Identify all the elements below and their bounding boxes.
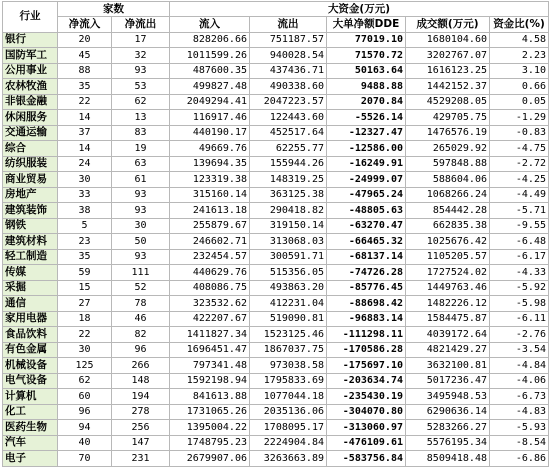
ratio-cell: -4.83 <box>490 404 549 420</box>
outflow-cell: 1795833.69 <box>250 373 327 389</box>
inflow-cell: 255879.67 <box>170 218 250 234</box>
net-in-cell: 37 <box>58 125 112 141</box>
ratio-cell: -6.48 <box>490 234 549 250</box>
inflow-cell: 1731065.26 <box>170 404 250 420</box>
net-out-cell: 194 <box>112 389 170 405</box>
table-row <box>3 451 549 467</box>
net-in-cell: 96 <box>58 404 112 420</box>
table-row <box>3 280 549 296</box>
dde-cell: 50163.64 <box>327 63 406 79</box>
net-out-cell: 82 <box>112 327 170 343</box>
net-out-cell: 32 <box>112 48 170 64</box>
dde-cell: -304070.80 <box>327 404 406 420</box>
volume-cell: 1727524.02 <box>406 265 490 281</box>
net-in-cell: 38 <box>58 203 112 219</box>
dde-cell: -24999.07 <box>327 172 406 188</box>
industry-cell: 商业贸易 <box>3 172 58 188</box>
ratio-cell: -5.71 <box>490 203 549 219</box>
table-row <box>3 187 549 203</box>
dde-cell: -96883.14 <box>327 311 406 327</box>
header-net-in: 净流入 <box>58 17 112 33</box>
net-in-cell: 40 <box>58 435 112 451</box>
table-row <box>3 125 549 141</box>
volume-cell: 8509418.48 <box>406 451 490 467</box>
net-out-cell: 278 <box>112 404 170 420</box>
inflow-cell: 408086.75 <box>170 280 250 296</box>
ratio-cell: -8.54 <box>490 435 549 451</box>
dde-cell: -48805.63 <box>327 203 406 219</box>
header-group-money: 大资金(万元) <box>170 2 549 17</box>
net-in-cell: 14 <box>58 141 112 157</box>
inflow-cell: 841613.88 <box>170 389 250 405</box>
table-row <box>3 311 549 327</box>
net-in-cell: 30 <box>58 342 112 358</box>
table-row <box>3 218 549 234</box>
volume-cell: 5283266.27 <box>406 420 490 436</box>
ratio-cell: -4.75 <box>490 141 549 157</box>
volume-cell: 1584475.87 <box>406 311 490 327</box>
outflow-cell: 363125.38 <box>250 187 327 203</box>
outflow-cell: 2035136.06 <box>250 404 327 420</box>
dde-cell: -583756.84 <box>327 451 406 467</box>
net-out-cell: 30 <box>112 218 170 234</box>
volume-cell: 1476576.19 <box>406 125 490 141</box>
outflow-cell: 148319.25 <box>250 172 327 188</box>
industry-cell: 有色金属 <box>3 342 58 358</box>
net-in-cell: 15 <box>58 280 112 296</box>
net-in-cell: 62 <box>58 373 112 389</box>
table-row <box>3 94 549 110</box>
volume-cell: 662835.38 <box>406 218 490 234</box>
table-row <box>3 48 549 64</box>
dde-cell: -47965.24 <box>327 187 406 203</box>
net-in-cell: 5 <box>58 218 112 234</box>
outflow-cell: 1867037.75 <box>250 342 327 358</box>
net-out-cell: 53 <box>112 79 170 95</box>
net-in-cell: 22 <box>58 94 112 110</box>
industry-cell: 机械设备 <box>3 358 58 374</box>
volume-cell: 5576195.34 <box>406 435 490 451</box>
net-in-cell: 35 <box>58 79 112 95</box>
net-in-cell: 35 <box>58 249 112 265</box>
industry-cell: 电子 <box>3 451 58 467</box>
industry-cell: 休闲服务 <box>3 110 58 126</box>
outflow-cell: 452517.64 <box>250 125 327 141</box>
table-row <box>3 32 549 48</box>
outflow-cell: 319150.14 <box>250 218 327 234</box>
volume-cell: 6290636.14 <box>406 404 490 420</box>
volume-cell: 1025676.42 <box>406 234 490 250</box>
table-row <box>3 373 549 389</box>
net-out-cell: 63 <box>112 156 170 172</box>
outflow-cell: 313068.03 <box>250 234 327 250</box>
inflow-cell: 2049294.41 <box>170 94 250 110</box>
inflow-cell: 828206.66 <box>170 32 250 48</box>
inflow-cell: 440190.17 <box>170 125 250 141</box>
inflow-cell: 1395004.22 <box>170 420 250 436</box>
volume-cell: 1068266.24 <box>406 187 490 203</box>
industry-cell: 纺织服装 <box>3 156 58 172</box>
outflow-cell: 515356.05 <box>250 265 327 281</box>
dde-cell: -12327.47 <box>327 125 406 141</box>
table-row <box>3 141 549 157</box>
net-in-cell: 20 <box>58 32 112 48</box>
inflow-cell: 1011599.26 <box>170 48 250 64</box>
outflow-cell: 493863.20 <box>250 280 327 296</box>
volume-cell: 1616123.25 <box>406 63 490 79</box>
industry-cell: 钢铁 <box>3 218 58 234</box>
volume-cell: 4039172.64 <box>406 327 490 343</box>
industry-cell: 房地产 <box>3 187 58 203</box>
header-dde: 大单净额DDE <box>327 17 406 33</box>
outflow-cell: 155944.26 <box>250 156 327 172</box>
dde-cell: 71570.72 <box>327 48 406 64</box>
net-out-cell: 93 <box>112 249 170 265</box>
inflow-cell: 315160.14 <box>170 187 250 203</box>
net-out-cell: 83 <box>112 125 170 141</box>
ratio-cell: -6.11 <box>490 311 549 327</box>
inflow-cell: 246602.71 <box>170 234 250 250</box>
net-out-cell: 96 <box>112 342 170 358</box>
net-out-cell: 266 <box>112 358 170 374</box>
ratio-cell: 2.23 <box>490 48 549 64</box>
outflow-cell: 973038.58 <box>250 358 327 374</box>
outflow-cell: 3263663.89 <box>250 451 327 467</box>
volume-cell: 1105205.57 <box>406 249 490 265</box>
volume-cell: 265029.92 <box>406 141 490 157</box>
header-net-out: 净流出 <box>112 17 170 33</box>
industry-cell: 银行 <box>3 32 58 48</box>
ratio-cell: -0.83 <box>490 125 549 141</box>
volume-cell: 3632100.81 <box>406 358 490 374</box>
net-in-cell: 45 <box>58 48 112 64</box>
net-in-cell: 14 <box>58 110 112 126</box>
dde-cell: -66465.32 <box>327 234 406 250</box>
outflow-cell: 62255.77 <box>250 141 327 157</box>
ratio-cell: -4.49 <box>490 187 549 203</box>
ratio-cell: 0.66 <box>490 79 549 95</box>
outflow-cell: 940028.54 <box>250 48 327 64</box>
outflow-cell: 2047223.57 <box>250 94 327 110</box>
inflow-cell: 1592198.94 <box>170 373 250 389</box>
ratio-cell: -5.98 <box>490 296 549 312</box>
inflow-cell: 2679907.06 <box>170 451 250 467</box>
net-out-cell: 93 <box>112 63 170 79</box>
net-in-cell: 22 <box>58 327 112 343</box>
inflow-cell: 49669.76 <box>170 141 250 157</box>
inflow-cell: 323532.62 <box>170 296 250 312</box>
dde-cell: -476109.61 <box>327 435 406 451</box>
outflow-cell: 490338.60 <box>250 79 327 95</box>
net-out-cell: 256 <box>112 420 170 436</box>
dde-cell: -111298.11 <box>327 327 406 343</box>
net-out-cell: 111 <box>112 265 170 281</box>
outflow-cell: 300591.71 <box>250 249 327 265</box>
net-out-cell: 13 <box>112 110 170 126</box>
outflow-cell: 412231.04 <box>250 296 327 312</box>
ratio-cell: -3.54 <box>490 342 549 358</box>
net-out-cell: 52 <box>112 280 170 296</box>
industry-cell: 计算机 <box>3 389 58 405</box>
header-industry: 行业 <box>3 2 58 33</box>
net-in-cell: 30 <box>58 172 112 188</box>
ratio-cell: 0.05 <box>490 94 549 110</box>
table-row <box>3 404 549 420</box>
industry-cell: 家用电器 <box>3 311 58 327</box>
ratio-cell: -5.92 <box>490 280 549 296</box>
table-row <box>3 265 549 281</box>
net-in-cell: 125 <box>58 358 112 374</box>
industry-cell: 传媒 <box>3 265 58 281</box>
table-row <box>3 63 549 79</box>
volume-cell: 1680104.60 <box>406 32 490 48</box>
outflow-cell: 437436.71 <box>250 63 327 79</box>
table-row <box>3 342 549 358</box>
industry-cell: 汽车 <box>3 435 58 451</box>
volume-cell: 1482226.12 <box>406 296 490 312</box>
outflow-cell: 1077044.18 <box>250 389 327 405</box>
table-row <box>3 79 549 95</box>
volume-cell: 1442152.37 <box>406 79 490 95</box>
dde-cell: -74726.28 <box>327 265 406 281</box>
industry-cell: 综合 <box>3 141 58 157</box>
net-in-cell: 23 <box>58 234 112 250</box>
net-out-cell: 62 <box>112 94 170 110</box>
table-row <box>3 234 549 250</box>
header-outflow: 流出 <box>250 17 327 33</box>
ratio-cell: -6.73 <box>490 389 549 405</box>
dde-cell: 77019.10 <box>327 32 406 48</box>
inflow-cell: 1748795.23 <box>170 435 250 451</box>
net-in-cell: 94 <box>58 420 112 436</box>
industry-cell: 公用事业 <box>3 63 58 79</box>
net-in-cell: 59 <box>58 265 112 281</box>
table-row <box>3 203 549 219</box>
volume-cell: 5017236.47 <box>406 373 490 389</box>
table-body <box>3 32 549 466</box>
industry-cell: 交通运输 <box>3 125 58 141</box>
table-row <box>3 249 549 265</box>
table-row <box>3 156 549 172</box>
ratio-cell: -2.72 <box>490 156 549 172</box>
outflow-cell: 122443.60 <box>250 110 327 126</box>
net-out-cell: 147 <box>112 435 170 451</box>
inflow-cell: 797341.48 <box>170 358 250 374</box>
inflow-cell: 139694.35 <box>170 156 250 172</box>
industry-cell: 采掘 <box>3 280 58 296</box>
industry-cell: 国防军工 <box>3 48 58 64</box>
net-out-cell: 61 <box>112 172 170 188</box>
dde-cell: -12586.00 <box>327 141 406 157</box>
outflow-cell: 2224904.84 <box>250 435 327 451</box>
ratio-cell: -1.29 <box>490 110 549 126</box>
table-row <box>3 327 549 343</box>
dde-cell: -88698.42 <box>327 296 406 312</box>
inflow-cell: 116917.46 <box>170 110 250 126</box>
net-in-cell: 88 <box>58 63 112 79</box>
ratio-cell: -5.93 <box>490 420 549 436</box>
dde-cell: 9488.88 <box>327 79 406 95</box>
ratio-cell: -6.86 <box>490 451 549 467</box>
volume-cell: 4529208.05 <box>406 94 490 110</box>
table-row <box>3 358 549 374</box>
dde-cell: -63270.47 <box>327 218 406 234</box>
net-out-cell: 231 <box>112 451 170 467</box>
dde-cell: -170586.28 <box>327 342 406 358</box>
dde-cell: -313060.97 <box>327 420 406 436</box>
outflow-cell: 1523125.46 <box>250 327 327 343</box>
industry-cell: 医药生物 <box>3 420 58 436</box>
dde-cell: 2070.84 <box>327 94 406 110</box>
net-out-cell: 50 <box>112 234 170 250</box>
ratio-cell: 4.58 <box>490 32 549 48</box>
industry-cell: 非银金融 <box>3 94 58 110</box>
industry-cell: 化工 <box>3 404 58 420</box>
inflow-cell: 499827.48 <box>170 79 250 95</box>
dde-cell: -85776.45 <box>327 280 406 296</box>
ratio-cell: -4.33 <box>490 265 549 281</box>
volume-cell: 3495948.53 <box>406 389 490 405</box>
dde-cell: -235430.19 <box>327 389 406 405</box>
ratio-cell: 3.10 <box>490 63 549 79</box>
volume-cell: 1449763.46 <box>406 280 490 296</box>
volume-cell: 597848.88 <box>406 156 490 172</box>
net-in-cell: 27 <box>58 296 112 312</box>
ratio-cell: -2.76 <box>490 327 549 343</box>
fund-flow-table <box>2 1 549 467</box>
table-row <box>3 420 549 436</box>
dde-cell: -16249.91 <box>327 156 406 172</box>
inflow-cell: 232454.57 <box>170 249 250 265</box>
industry-cell: 轻工制造 <box>3 249 58 265</box>
industry-cell: 通信 <box>3 296 58 312</box>
header-volume: 成交额(万元) <box>406 17 490 33</box>
net-out-cell: 93 <box>112 187 170 203</box>
industry-cell: 建筑材料 <box>3 234 58 250</box>
outflow-cell: 519090.81 <box>250 311 327 327</box>
net-in-cell: 60 <box>58 389 112 405</box>
net-out-cell: 93 <box>112 203 170 219</box>
table-row <box>3 110 549 126</box>
net-in-cell: 70 <box>58 451 112 467</box>
outflow-cell: 751187.57 <box>250 32 327 48</box>
table-row <box>3 296 549 312</box>
header-group-count: 家数 <box>58 2 170 17</box>
inflow-cell: 1696451.47 <box>170 342 250 358</box>
net-in-cell: 18 <box>58 311 112 327</box>
ratio-cell: -6.17 <box>490 249 549 265</box>
volume-cell: 429705.75 <box>406 110 490 126</box>
net-out-cell: 148 <box>112 373 170 389</box>
dde-cell: -175697.10 <box>327 358 406 374</box>
industry-cell: 食品饮料 <box>3 327 58 343</box>
net-out-cell: 19 <box>112 141 170 157</box>
inflow-cell: 1411827.34 <box>170 327 250 343</box>
outflow-cell: 1708095.17 <box>250 420 327 436</box>
inflow-cell: 123319.38 <box>170 172 250 188</box>
inflow-cell: 241613.18 <box>170 203 250 219</box>
net-out-cell: 78 <box>112 296 170 312</box>
net-out-cell: 46 <box>112 311 170 327</box>
header-ratio: 资金比(%) <box>490 17 549 33</box>
ratio-cell: -4.25 <box>490 172 549 188</box>
volume-cell: 4821429.27 <box>406 342 490 358</box>
inflow-cell: 440629.76 <box>170 265 250 281</box>
volume-cell: 588604.06 <box>406 172 490 188</box>
table-row <box>3 172 549 188</box>
dde-cell: -68137.14 <box>327 249 406 265</box>
table-row <box>3 389 549 405</box>
industry-cell: 建筑装饰 <box>3 203 58 219</box>
dde-cell: -203634.74 <box>327 373 406 389</box>
net-in-cell: 24 <box>58 156 112 172</box>
outflow-cell: 290418.82 <box>250 203 327 219</box>
industry-cell: 农林牧渔 <box>3 79 58 95</box>
volume-cell: 854442.28 <box>406 203 490 219</box>
inflow-cell: 487600.35 <box>170 63 250 79</box>
inflow-cell: 422207.67 <box>170 311 250 327</box>
ratio-cell: -4.84 <box>490 358 549 374</box>
header-inflow: 流入 <box>170 17 250 33</box>
industry-cell: 电气设备 <box>3 373 58 389</box>
ratio-cell: -9.55 <box>490 218 549 234</box>
volume-cell: 3202767.07 <box>406 48 490 64</box>
net-in-cell: 33 <box>58 187 112 203</box>
dde-cell: -5526.14 <box>327 110 406 126</box>
net-out-cell: 17 <box>112 32 170 48</box>
ratio-cell: -4.06 <box>490 373 549 389</box>
table-row <box>3 435 549 451</box>
